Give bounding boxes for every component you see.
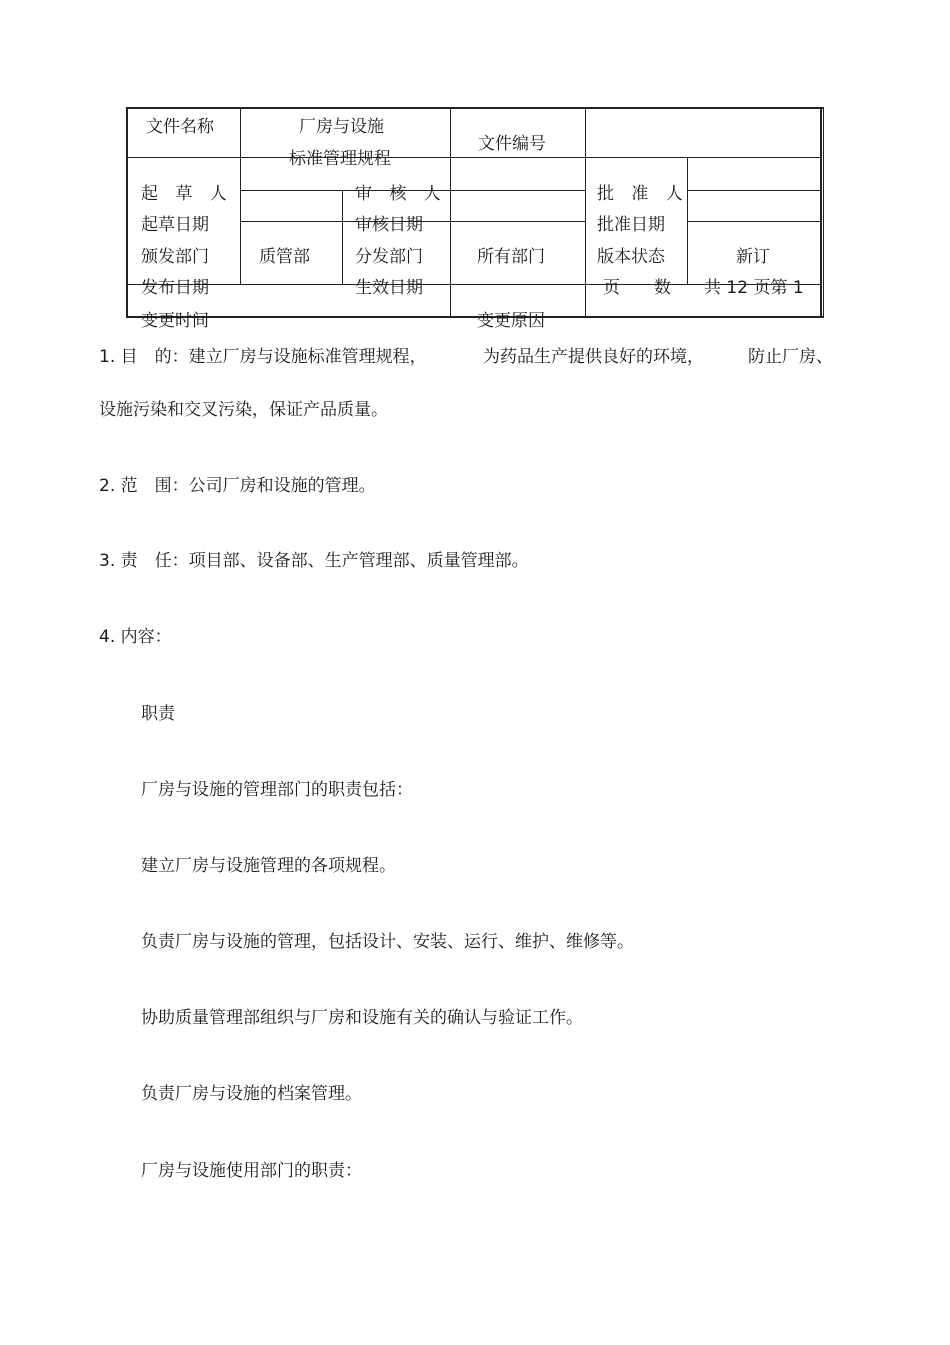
table-col-4	[585, 107, 586, 318]
table-rule-1	[126, 157, 822, 158]
table-border-bottom	[126, 316, 824, 318]
table-border-left	[126, 107, 128, 318]
table-border-right	[820, 107, 822, 318]
table-border-top	[126, 107, 824, 109]
reviewer-label: 审 核 人	[355, 184, 447, 204]
pages-label: 页 数	[603, 278, 671, 298]
doc-name-value-line2: 标准管理规程	[289, 149, 391, 169]
section-1-purpose-a: 1. 目 的：建立厂房与设施标准管理规程，	[99, 347, 427, 367]
change-reason-label: 变更原因	[477, 311, 545, 331]
approver-label: 批 准 人	[597, 184, 689, 204]
table-rule-4	[687, 190, 822, 191]
table-col-3	[450, 107, 451, 318]
effective-date-label: 生效日期	[355, 278, 423, 298]
content-line-7: 厂房与设施使用部门的职责：	[141, 1161, 362, 1181]
draft-date-label: 起草日期	[141, 215, 209, 235]
distribute-dept-value: 所有部门	[477, 247, 545, 267]
section-1-purpose-c: 防止厂房、	[748, 347, 833, 367]
table-col-5	[687, 158, 688, 285]
section-1-purpose-d: 设施污染和交叉污染，保证产品质量。	[99, 400, 388, 420]
content-line-3: 建立厂房与设施管理的各项规程。	[141, 856, 396, 876]
table-col-2	[342, 191, 343, 285]
section-1-purpose-b: 为药品生产提供良好的环境，	[483, 347, 704, 367]
issue-dept-label: 颁发部门	[141, 247, 209, 267]
header-table	[126, 107, 824, 331]
issue-dept-value: 质管部	[259, 247, 310, 267]
publish-date-label: 发布日期	[141, 278, 209, 298]
version-value: 新订	[736, 247, 770, 267]
distribute-dept-label: 分发部门	[355, 247, 423, 267]
doc-no-label: 文件编号	[478, 134, 546, 154]
content-line-4: 负责厂房与设施的管理，包括设计、安装、运行、维护、维修等。	[141, 932, 634, 952]
table-border-right-outer	[823, 107, 824, 318]
content-line-5: 协助质量管理部组织与厂房和设施有关的确认与验证工作。	[141, 1008, 583, 1028]
section-3-responsibility: 3. 责 任：项目部、设备部、生产管理部、质量管理部。	[99, 551, 529, 571]
doc-name-value-line1: 厂房与设施	[299, 117, 384, 137]
table-rule-7	[240, 284, 342, 285]
version-label: 版本状态	[597, 247, 665, 267]
drafter-label: 起 草 人	[141, 184, 233, 204]
pages-value: 共 12 页第 1	[704, 278, 804, 298]
table-rule-10	[451, 284, 585, 285]
section-4-content: 4. 内容：	[99, 627, 172, 647]
approve-date-label: 批准日期	[597, 215, 665, 235]
table-rule-6	[687, 221, 822, 222]
section-2-scope: 2. 范 围：公司厂房和设施的管理。	[99, 476, 376, 496]
content-line-2: 厂房与设施的管理部门的职责包括：	[141, 780, 413, 800]
review-date-label: 审核日期	[355, 215, 423, 235]
content-line-1: 职责	[141, 704, 175, 724]
doc-name-label: 文件名称	[146, 117, 214, 137]
table-rule-3	[451, 190, 585, 191]
content-line-6: 负责厂房与设施的档案管理。	[141, 1084, 362, 1104]
change-time-label: 变更时间	[141, 311, 209, 331]
table-col-1	[240, 107, 241, 285]
